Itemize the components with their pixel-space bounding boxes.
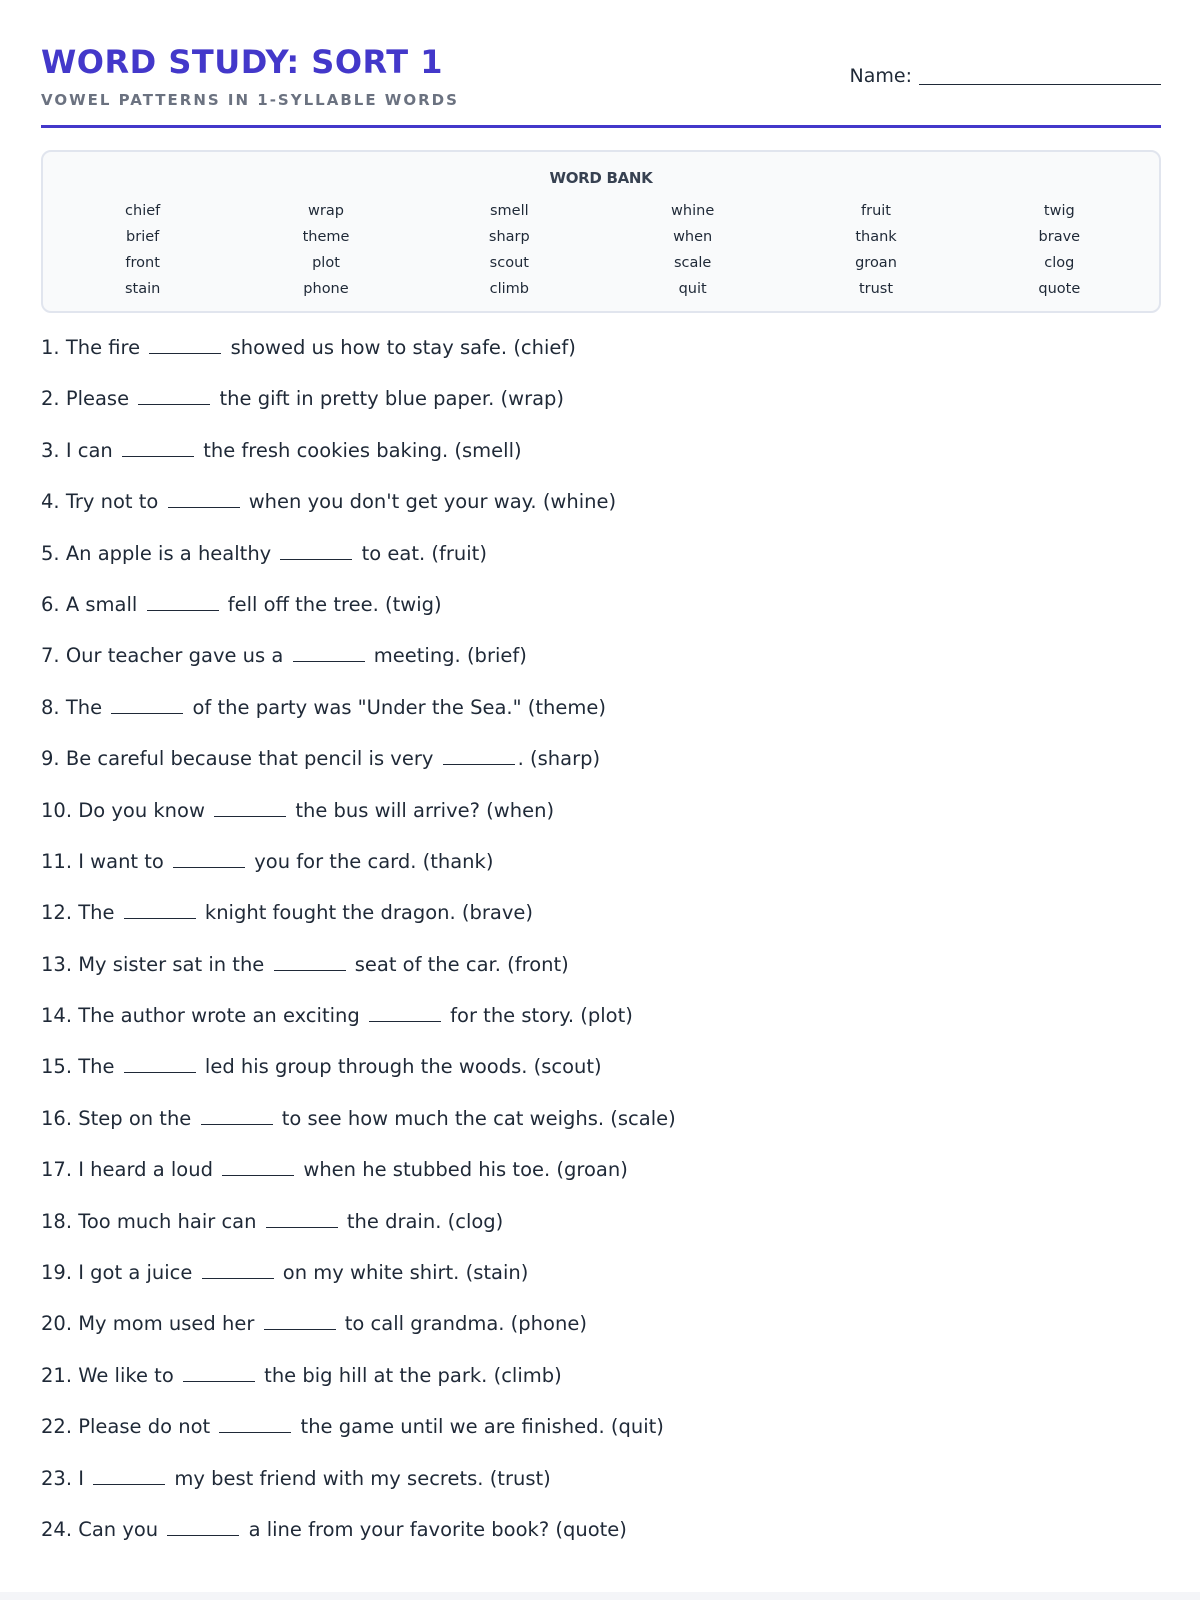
word-bank-word: quit <box>678 281 707 297</box>
page-subtitle: VOWEL PATTERNS IN 1-SYLLABLE WORDS <box>41 91 459 109</box>
question-item <box>41 1515 1161 1566</box>
word-bank-word: when <box>673 229 713 245</box>
answer-blank[interactable] <box>122 436 194 457</box>
question-item <box>41 641 1161 692</box>
answer-blank[interactable] <box>219 1412 291 1433</box>
question-item <box>41 1258 1161 1309</box>
question-item <box>41 436 1161 487</box>
question-text-after: the gift in pretty blue paper. (wrap) <box>219 387 565 411</box>
question-item <box>41 1155 1161 1206</box>
question-text-after: you for the card. (thank) <box>254 849 494 873</box>
question-text-after: for the story. (plot) <box>450 1004 633 1028</box>
question-text-after: the bus will arrive? (when) <box>295 798 555 822</box>
word-bank-word: plot <box>312 255 340 271</box>
question-number: 5. <box>41 541 60 565</box>
question-number: 9. <box>41 747 60 771</box>
answer-blank[interactable] <box>167 1515 239 1536</box>
question-number: 3. <box>41 438 60 462</box>
word-bank-word: brave <box>1038 229 1081 245</box>
question-text-after: a line from your favorite book? (quote) <box>248 1517 627 1541</box>
answer-blank[interactable] <box>369 1001 441 1022</box>
question-item <box>41 1309 1161 1360</box>
question-number: 22. <box>41 1415 73 1439</box>
question-item <box>41 950 1161 1001</box>
question-number: 21. <box>41 1363 73 1387</box>
question-number: 23. <box>41 1466 73 1490</box>
name-field <box>850 64 1161 88</box>
answer-blank[interactable] <box>222 1155 294 1176</box>
question-item <box>41 898 1161 949</box>
word-bank-word: scout <box>489 255 529 271</box>
question-item <box>41 847 1161 898</box>
question-text-before: Step on the <box>78 1106 192 1130</box>
question-item <box>41 590 1161 641</box>
question-text-after: seat of the car. (front) <box>354 952 569 976</box>
answer-blank[interactable] <box>147 590 219 611</box>
question-number: 1. <box>41 336 60 359</box>
question-item <box>41 1207 1161 1258</box>
question-text-after: fell off the tree. (twig) <box>227 592 442 616</box>
question-number: 15. <box>41 1055 73 1079</box>
answer-blank[interactable] <box>202 1258 274 1279</box>
question-item <box>41 1104 1161 1155</box>
word-bank-word: wrap <box>308 203 344 219</box>
answer-blank[interactable] <box>293 641 365 662</box>
question-text-before: I heard a loud <box>78 1158 213 1182</box>
word-bank-title: WORD BANK <box>549 169 653 187</box>
word-bank <box>41 150 1161 313</box>
name-label: Name: <box>849 65 912 87</box>
question-text-after: knight fought the dragon. (brave) <box>204 901 533 925</box>
word-bank-word: clog <box>1044 255 1075 271</box>
answer-blank[interactable] <box>138 384 210 405</box>
word-bank-word: smell <box>489 203 529 219</box>
answer-blank[interactable] <box>266 1207 338 1228</box>
question-number: 24. <box>41 1517 73 1541</box>
question-text-before: The <box>78 901 115 925</box>
question-number: 14. <box>41 1004 73 1028</box>
question-item <box>41 539 1161 590</box>
question-number: 8. <box>41 695 60 719</box>
question-text-before: My sister sat in the <box>78 952 265 976</box>
question-item <box>41 487 1161 538</box>
question-text-after: showed us how to stay safe. (chief) <box>230 336 576 359</box>
question-text-before: Our teacher gave us a <box>65 644 284 668</box>
answer-blank[interactable] <box>111 693 183 714</box>
question-text-before: Try not to <box>65 490 159 514</box>
question-number: 7. <box>41 644 60 668</box>
word-bank-word: phone <box>303 281 349 297</box>
question-text-after: to call grandma. (phone) <box>344 1312 587 1336</box>
question-text-before: The fire <box>65 336 141 359</box>
question-text-before: We like to <box>78 1363 174 1387</box>
question-text-after: led his group through the woods. (scout) <box>204 1055 602 1079</box>
question-item <box>41 1464 1161 1515</box>
question-number: 16. <box>41 1106 73 1130</box>
question-text-after: meeting. (brief) <box>373 644 527 668</box>
question-number: 17. <box>41 1158 73 1182</box>
question-text-before: The <box>65 695 103 719</box>
question-text-before: The <box>78 1055 115 1079</box>
question-text-before: I can <box>65 438 113 462</box>
question-text-after: . (sharp) <box>517 747 601 771</box>
answer-blank[interactable] <box>274 950 346 971</box>
question-number: 2. <box>41 387 60 411</box>
question-number: 20. <box>41 1312 73 1336</box>
question-item <box>41 333 1161 384</box>
answer-blank[interactable] <box>149 333 221 354</box>
question-text-after: to eat. (fruit) <box>361 541 487 565</box>
question-item <box>41 1052 1161 1103</box>
question-text-after: the drain. (clog) <box>346 1209 504 1233</box>
word-bank-word: theme <box>302 229 350 245</box>
word-bank-word: whine <box>671 203 715 219</box>
question-item <box>41 744 1161 795</box>
word-bank-grid <box>51 198 1151 302</box>
question-item <box>41 384 1161 435</box>
word-bank-word: quote <box>1038 281 1081 297</box>
question-text-before: My mom used her <box>78 1312 255 1336</box>
answer-blank[interactable] <box>168 487 240 508</box>
question-text-before: Can you <box>78 1517 159 1541</box>
question-text-after: of the party was "Under the Sea." (theme) <box>192 695 606 719</box>
question-item <box>41 1412 1161 1463</box>
question-list <box>41 333 1161 1566</box>
question-text-after: the big hill at the park. (climb) <box>264 1363 562 1387</box>
question-text-before: Be careful because that pencil is very <box>65 747 434 771</box>
question-item <box>41 796 1161 847</box>
question-text-before: I <box>78 1466 84 1490</box>
word-bank-word: front <box>125 255 160 271</box>
answer-blank[interactable] <box>443 744 515 765</box>
question-number: 12. <box>41 901 73 925</box>
answer-blank[interactable] <box>264 1309 336 1330</box>
question-text-after: when he stubbed his toe. (groan) <box>303 1158 628 1182</box>
answer-blank[interactable] <box>280 539 352 560</box>
word-bank-word: scale <box>673 255 712 271</box>
page-title: WORD STUDY: SORT 1 <box>41 43 443 81</box>
question-number: 6. <box>41 592 60 616</box>
question-number: 13. <box>41 952 73 976</box>
word-bank-word: chief <box>125 203 161 219</box>
answer-blank[interactable] <box>124 898 196 919</box>
name-blank-line[interactable] <box>919 64 1161 85</box>
answer-blank[interactable] <box>93 1464 165 1485</box>
question-item <box>41 1001 1161 1052</box>
answer-blank[interactable] <box>201 1104 273 1125</box>
word-bank-word: sharp <box>488 229 530 245</box>
question-text-before: Too much hair can <box>78 1209 257 1233</box>
word-bank-word: thank <box>855 229 897 245</box>
answer-blank[interactable] <box>173 847 245 868</box>
word-bank-word: brief <box>126 229 160 245</box>
word-bank-word: climb <box>489 281 529 297</box>
answer-blank[interactable] <box>183 1361 255 1382</box>
question-text-before: A small <box>65 592 138 616</box>
word-bank-word: groan <box>855 255 897 271</box>
question-number: 10. <box>41 798 73 822</box>
question-text-before: The author wrote an exciting <box>78 1004 360 1028</box>
question-item <box>41 693 1161 744</box>
answer-blank[interactable] <box>124 1052 196 1073</box>
question-text-before: Please <box>65 387 130 411</box>
question-number: 18. <box>41 1209 73 1233</box>
worksheet-header <box>41 42 1161 128</box>
question-text-after: my best friend with my secrets. (trust) <box>174 1466 551 1490</box>
question-text-after: to see how much the cat weighs. (scale) <box>281 1106 676 1130</box>
word-bank-word: trust <box>858 281 894 297</box>
question-text-after: the game until we are finished. (quit) <box>300 1415 664 1439</box>
question-text-after: on my white shirt. (stain) <box>282 1261 529 1285</box>
word-bank-word: stain <box>124 281 161 297</box>
question-text-before: I want to <box>78 849 164 873</box>
word-bank-word: fruit <box>861 203 891 219</box>
question-number: 19. <box>41 1261 73 1285</box>
answer-blank[interactable] <box>214 796 286 817</box>
question-item <box>41 1361 1161 1412</box>
question-number: 4. <box>41 490 60 514</box>
question-text-after: when you don't get your way. (whine) <box>248 490 617 514</box>
question-text-before: Please do not <box>78 1415 211 1439</box>
question-text-before: An apple is a healthy <box>65 541 272 565</box>
question-number: 11. <box>41 849 73 873</box>
question-text-before: I got a juice <box>78 1261 193 1285</box>
question-text-before: Do you know <box>78 798 205 822</box>
question-text-after: the fresh cookies baking. (smell) <box>203 438 522 462</box>
word-bank-word: twig <box>1043 203 1075 219</box>
